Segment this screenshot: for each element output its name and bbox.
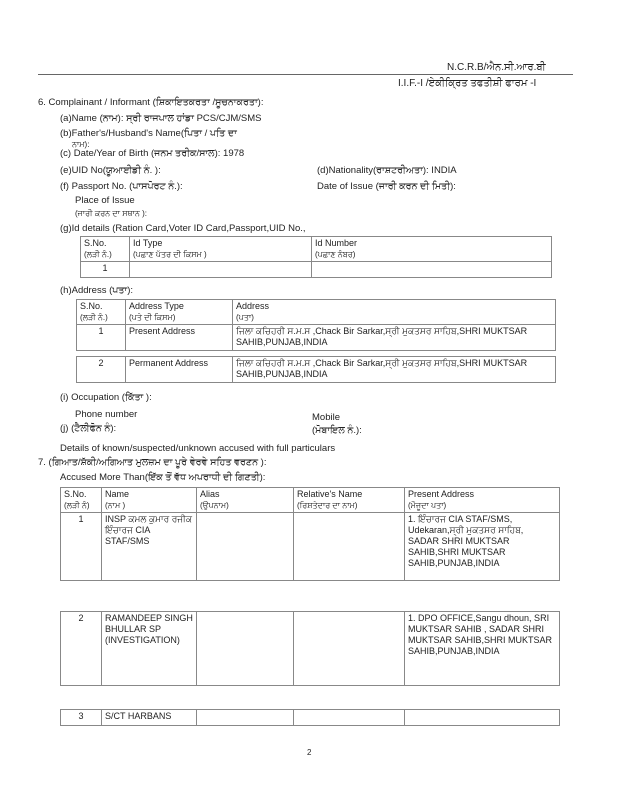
complainant-name: (a)Name (ਨਾਮ): ਸ੍ਰੀ ਰਾਜਪਾਲ ਹਾਂਡਾ PCS/CJM/SMS <box>60 113 262 124</box>
accused-more-than: Accused More Than(ਇੱਕ ਤੋਂ ਵੱਧ ਅਪਰਾਧੀ ਦੀ ਗਿਣਤੀ): <box>60 472 266 483</box>
id-header-sno: S.No. (ਲੜੀ ਨੰ.) <box>81 237 130 262</box>
date-of-issue: Date of Issue (ਜਾਰੀ ਕਰਨ ਦੀ ਮਿਤੀ): <box>317 181 456 192</box>
header-rule <box>38 74 573 75</box>
id-header-type: Id Type (ਪਛਾਣ ਪੱਤਰ ਦੀ ਕਿਸਮ ) <box>130 237 312 262</box>
accused-alias <box>197 710 294 726</box>
id-row-type <box>130 262 312 278</box>
accused-sno: 1 <box>61 513 102 581</box>
accused-sno: 2 <box>61 612 102 686</box>
mobile-label: Mobile <box>312 412 340 423</box>
accused-header-name: Name (ਨਾਮ ) <box>102 488 197 513</box>
accused-relative <box>294 513 405 581</box>
header-iif: I.I.F.-I /ਏਕੀਕ੍ਰਿਤ ਤਫਤੀਸ਼ੀ ਫਾਰਮ -I <box>398 78 537 89</box>
address-row-type: Present Address <box>126 325 233 351</box>
address-row-address: ਜਿਲਾ ਕਚਿਹਰੀ ਸ.ਮ.ਸ ,Chack Bir Sarkar,ਸ੍ਰੀ ਮੁਕਤਸਰ ਸਾਹਿਬ,SHRI MUKTSAR SAHIB,PUNJAB,INDIA <box>233 325 556 351</box>
id-header-number: Id Number (ਪਛਾਣ ਨੰਬਰ) <box>312 237 552 262</box>
accused-name: S/CT HARBANS <box>102 710 197 726</box>
address-row-sno: 2 <box>77 357 126 383</box>
passport-number: (f) Passport No. (ਪਾਸਪੋਰਟ ਨੰ.): <box>60 181 183 192</box>
place-of-issue-pa: (ਜਾਰੀ ਕਰਨ ਦਾ ਸਥਾਨ ): <box>75 209 148 218</box>
section6-title: 6. Complainant / Informant (ਸ਼ਿਕਾਇਤਕਰਤਾ /ਸੂਚਨਾਕਰਤਾ): <box>38 97 264 108</box>
accused-relative <box>294 612 405 686</box>
accused-header-address: Present Address (ਮੌਜੂਦਾ ਪਤਾ) <box>405 488 560 513</box>
phone-label-pa: (j) (ਟੈਲੀਫੋਨ ਨੰ): <box>60 423 117 434</box>
accused-alias <box>197 513 294 581</box>
id-details-label: (g)Id details (Ration Card,Voter ID Card,Passport,UID No., <box>60 223 306 234</box>
father-name-label: (b)Father's/Husband's Name(ਪਿਤਾ / ਪਤਿ ਦਾ <box>60 128 237 139</box>
accused-relative <box>294 710 405 726</box>
address-header-address: Address (ਪਤਾ) <box>233 300 556 325</box>
header-ncrb: N.C.R.B/ਐਨ.ਸੀ.ਆਰ.ਬੀ <box>447 62 546 73</box>
accused-header-sno: S.No. (ਲੜੀ ਨੰ) <box>61 488 102 513</box>
page-number: 2 <box>307 748 312 757</box>
accused-sno: 3 <box>61 710 102 726</box>
address-header-sno: S.No. (ਲੜੀ ਨੰ.) <box>77 300 126 325</box>
nationality: (d)Nationality(ਰਾਸ਼ਟਰੀਅਤਾ): INDIA <box>317 165 457 176</box>
address-row-sno: 1 <box>77 325 126 351</box>
place-of-issue: Place of Issue <box>75 195 135 206</box>
accused-address: 1. DPO OFFICE,Sangu dhoun, SRI MUKTSAR SAHIB , SADAR SHRI MUKTSAR SAHIB,SHRI MUKTSAR SAHIB,PUNJAB,INDIA <box>405 612 560 686</box>
mobile-label-pa: (ਮੋਬਾਇਲ ਨੰ.): <box>312 425 362 436</box>
address-table <box>76 299 556 383</box>
uid-number: (e)UID No(ਯੂਆਈਡੀ ਨੰ. ): <box>60 165 161 176</box>
id-row-number <box>312 262 552 278</box>
id-row-sno: 1 <box>81 262 130 278</box>
address-header-type: Address Type (ਪਤੇ ਦੀ ਕਿਸਮ) <box>126 300 233 325</box>
address-label: (h)Address (ਪਤਾ): <box>60 285 133 296</box>
accused-table <box>60 487 560 581</box>
accused-details: Details of known/suspected/unknown accused with full particulars <box>60 443 336 454</box>
accused-header-relative: Relative's Name (ਰਿਸ਼ਤੇਦਾਰ ਦਾ ਨਾਮ) <box>294 488 405 513</box>
accused-name: INSP ਕਮਲ ਕੁਮਾਰ ਰਜੀਕ ਇੰਚਾਰਜ CIA STAF/SMS <box>102 513 197 581</box>
accused-name: RAMANDEEP SINGH BHULLAR SP (INVESTIGATION) <box>102 612 197 686</box>
address-row-type: Permanent Address <box>126 357 233 383</box>
address-row-address: ਜਿਲਾ ਕਚਿਹਰੀ ਸ.ਮ.ਸ ,Chack Bir Sarkar,ਸ੍ਰੀ ਮੁਕਤਸਰ ਸਾਹਿਬ,SHRI MUKTSAR SAHIB,PUNJAB,INDIA <box>233 357 556 383</box>
occupation: (i) Occupation (ਕਿੱਤਾ ): <box>60 392 152 403</box>
accused-header-alias: Alias (ਉਪਨਾਮ) <box>197 488 294 513</box>
accused-details-pa: 7. (ਗਿਆਤ/ਸ਼ੱਕੀ/ਅਗਿਆਤ ਮੁਲਜ਼ਮ ਦਾ ਪੂਰੇ ਵੇਰਵੇ ਸਹਿਤ ਵਰਣਨ ): <box>38 457 267 468</box>
id-details-table <box>80 236 552 278</box>
date-of-birth: (c) Date/Year of Birth (ਜਨਮ ਤਰੀਕ/ਸਾਲ): 1978 <box>60 148 245 159</box>
accused-table-2 <box>60 611 560 686</box>
accused-address <box>405 710 560 726</box>
father-name-label-2: ਨਾਮ): <box>72 140 90 149</box>
accused-table-3 <box>60 709 560 726</box>
accused-address: 1. ਇੰਚਾਰਜ CIA STAF/SMS, Udekaran,ਸ੍ਰੀ ਮੁਕਤਸਰ ਸਾਹਿਬ, SADAR SHRI MUKTSAR SAHIB,SHRI MUKTSAR SAHIB,PUNJAB,INDIA <box>405 513 560 581</box>
accused-alias <box>197 612 294 686</box>
phone-label: Phone number <box>75 409 138 420</box>
